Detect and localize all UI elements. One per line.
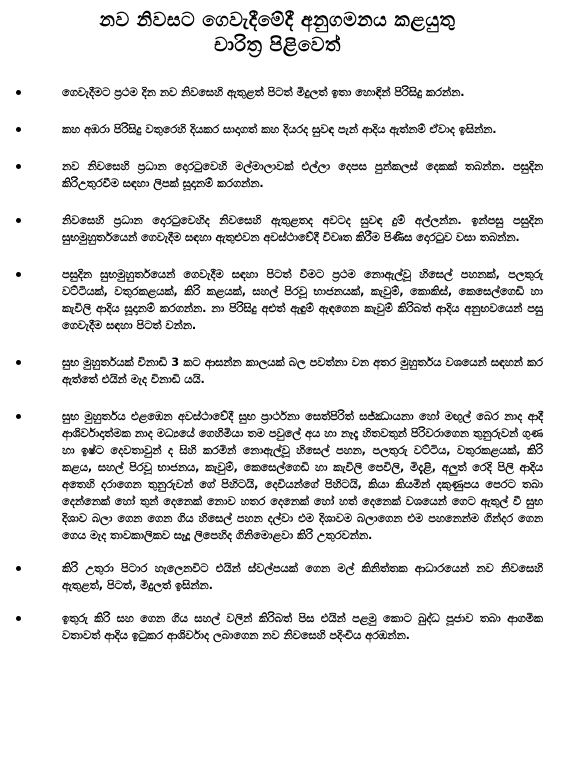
- page-title: [12, 8, 543, 58]
- list-item: [12, 212, 543, 246]
- list-item: [12, 560, 543, 594]
- list-item-text: කහ අඹරා පිරිසිදු වතුරෙහි දියකර සාදාගත් කහ දියරද සුවඳ පැන් ආදිය ඇත්නම් ඒවාද ඉසින්න.: [62, 123, 497, 136]
- bullet-icon: [16, 127, 21, 132]
- list-item-text: සුභ මුහුර්තයක් විනාඩි 3 කට ආසන්න කාලයක් බල පවත්නා වන අතර මුහුර්තය වශයෙන් සඳහන් කර ඇත්තේ එයින් මැද විනාඩි යයි.: [62, 356, 543, 386]
- bullet-icon: [16, 218, 21, 223]
- list-item: [12, 408, 543, 544]
- list-item: [12, 121, 543, 138]
- bullet-icon: [16, 360, 21, 365]
- list-item-text: කිරි උතුරා පිටාර හැලෙනවිට එයින් ස්වල්පයක් ගෙන මල් කිනිත්තක ආධාරයෙන් නව නිවසෙහි ඇතුළත්, පිටත්, මිදුලත් ඉසින්න.: [62, 562, 543, 592]
- bullet-icon: [16, 90, 21, 95]
- bullet-icon: [16, 164, 21, 169]
- bullet-icon: [16, 616, 21, 621]
- bullet-icon: [16, 566, 21, 571]
- list-item: [12, 610, 543, 644]
- list-item-text: ගෙවැදීමට ප්‍රථම දින නව නිවසෙහි ඇතුළත් පිටත් මිදුලත් ඉතා හොඳින් පිරිසිදු කරන්න.: [62, 86, 465, 99]
- list-item-text: ඉතුරු කිරි සහ ගෙන ගිය සහල් වලින් කිරිබත් පිස එයින් පළමු කොට බුද්ධ පූජාව තබා ආගමික වතාවත් ආදිය ඉටුකර ආශිර්වාද ලබාගෙන නව නිවසෙහි පදිංචිය අරඹන්න.: [62, 612, 543, 642]
- bullet-icon: [16, 272, 21, 277]
- title-line-2: චාරිත්‍ර පිළිවෙත්: [214, 34, 341, 56]
- list-item-text: නව නිවසෙහි ප්‍රධාන දොරටුවෙහි මල්මාලාවක් එල්ලා දෙපස පුන්කලස් දෙකක් තබන්න. පසුදින කිරිඋතුරවීම සඳහා ලිපක් සූදානම් කරගන්න.: [62, 160, 543, 190]
- list-item: [12, 158, 543, 192]
- list-item-text: පසුදින සුභමුහුර්තයෙන් ගෙවැදීම සඳහා පිටත් වීමට ප්‍රථම නොඇල්වූ හිසෙල් පහනක්, පලතුරු වට්ටියක්, වතුරකළයක්, කිරි කළයක්, සහල් පිරවූ භාජනයක්, කැවුම්, කොකිස්, කෙසෙල්ගෙඩි හා කැවිලි ආදිය සූදානම් කරගන්න. නා පිරිසිදු අළුත් ඇඳුම් ඇඳගෙන කැවුම් කිරිබත් ආදිය අනුභවයෙන් පසු ගෙවැදීම සඳහා පිටත් වන්න.: [62, 268, 543, 332]
- bullet-icon: [16, 414, 21, 419]
- list-item-text: සුභ මුහුර්තය එළඹෙන අවස්ථාවේදී සුභ ප්‍රාර්ථනා සෙත්පිරිත් සජ්ඣායනා හෝ මඟුල් බෙර නාද ආදී ආශිර්වාදාත්මක නාද මධ්‍යයේ ගෙහිමියා තම පවුලේ අය හා නෑදෑ හිතවතුන් පිරිවරාගෙන තුනුරුවන් ගුණ හා ඉෂ්ට දෙවතාවුන් ද සිහි කරමින් නොඇල්වූ හිසෙල් පහන, පලතුරු වට්ටිය, වතුරකළයක්, කිරි කළය, සහල් පිරවූ භාජනය, කැවුම්, කෙසෙල්ගෙඩි හා කැවිලි පෙවිලි, මිදැළි, අලුත් රෙදි පිලි ආදිය අතෙහි දරාගෙන තුනුරුවන් ගේ පිහිටයි, දෙවියන්ගේ පිහිටයි, කියා කියමින් දකුණුපය පෙරට තබා දෙන්නෙක් හෝ තුන් දෙනෙක් නොව හතර දෙනෙක් හෝ හත් දෙනෙක් වශයෙන් ගෙට ඇතුල් වී සුභ දිශාව බලා ගෙන ගෙන ගිය හිසෙල් පහන දල්වා එම දිශාවම බලාගෙන එම පහනෙන්ම ගින්දර ගෙන ගෙය මැද තාවකාලිකව සෑදූ ලිපෙහිද ගිනිමොළවා කිරි උතුරවන්න.: [62, 410, 543, 542]
- list-item-text: නිවසෙහි ප්‍රධාන දොරටුවෙහිද නිවසෙහි ඇතුළතද අවටද සුවඳ දුම් අල්ලන්න. ඉන්පසු පසුදින සුභමුහුර්තයෙන් ගෙවැදීම සඳහා ඇතුළුවන අවස්ථාවේදී විවෘත කිරීම පිණිස දොරටුව වසා තබන්න.: [62, 214, 543, 244]
- list-item: [12, 266, 543, 334]
- title-line-1: නව නිවසට ගෙවැදීමේදී අනුගමනය කළයුතු: [99, 9, 456, 31]
- instruction-list: [12, 84, 543, 644]
- list-item: [12, 354, 543, 388]
- list-item: [12, 84, 543, 101]
